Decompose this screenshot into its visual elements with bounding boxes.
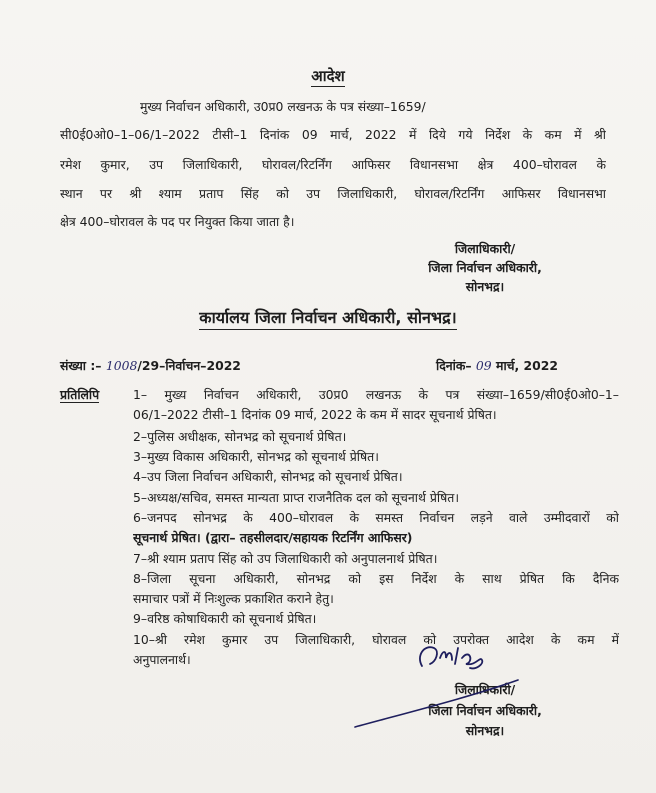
order-title-text: आदेश	[311, 67, 345, 85]
copy-signatory-title: जिलाधिकारी/	[454, 682, 516, 697]
order-paragraph-line: रमेश कुमार, उप जिलाधिकारी, घोरावल/रिटर्निंग आफिसर विधानसभा क्षेत्र 400–घोरावल के	[60, 157, 606, 172]
copy-line: 5–अध्यक्ष/सचिव, समस्त मान्यता प्राप्त राजनैतिक दल को सूचनार्थ प्रेषित।	[133, 490, 460, 505]
copy-line: 9–वरिष्ठ कोषाधिकारी को सूचनार्थ प्रेषित।	[133, 611, 317, 626]
date-day-handwritten: 09	[475, 358, 492, 373]
order-paragraph-line: सी0ई0ओ0–1–06/1–2022 टीसी–1 दिनांक 09 मार्च, 2022 में दिये गये निर्देश के कम में श्री	[60, 127, 606, 142]
date-suffix: मार्च, 2022	[496, 358, 559, 373]
ref-suffix: /29–निर्वाचन–2022	[137, 358, 241, 373]
copy-signatory-district: सोनभद्र।	[465, 723, 505, 738]
copy-to-label-text: प्रतिलिपि	[60, 387, 100, 402]
copy-line: 6–जनपद सोनभद्र के 400–घोरावल के समस्त निर्वाचन लड़ने वाले उम्मीदवारों को	[133, 510, 619, 525]
office-heading-text: कार्यालय जिला निर्वाचन अधिकारी, सोनभद्र।	[199, 308, 456, 330]
copy-line: 8–जिला सूचना अधिकारी, सोनभद्र को इस निर्देश के साथ प्रेषित कि दैनिक	[133, 571, 619, 586]
date-prefix: दिनांक–	[436, 358, 472, 373]
order-signatory-designation: जिला निर्वाचन अधिकारी,	[428, 260, 542, 275]
copy-signatory-designation: जिला निर्वाचन अधिकारी,	[428, 703, 542, 718]
reference-number	[60, 357, 241, 374]
order-title	[0, 66, 656, 86]
copy-line: 10–श्री रमेश कुमार उप जिलाधिकारी, घोरावल को उपरोक्त आदेश के कम में	[133, 632, 619, 647]
signature-stroke	[350, 672, 520, 732]
copy-line: 06/1–2022 टीसी–1 दिनांक 09 मार्च, 2022 के कम में सादर सूचनार्थ प्रेषित।	[133, 407, 497, 422]
ref-number-handwritten: 1008	[105, 358, 138, 373]
reference-date	[436, 357, 558, 374]
order-paragraph-line: क्षेत्र 400–घोरावल के पद पर नियुक्त किया जाता है।	[60, 214, 295, 229]
copy-line: अनुपालनार्थ।	[133, 652, 191, 667]
copy-line: सूचनार्थ प्रेषित। (द्वारा– तहसीलदार/सहायक रिटर्निंग आफिसर)	[133, 530, 413, 545]
copy-line: 4–उप जिला निर्वाचन अधिकारी, सोनभद्र को सूचनार्थ प्रेषित।	[133, 469, 403, 484]
order-signatory-title: जिलाधिकारी/	[454, 241, 516, 256]
copy-line: 3–मुख्य विकास अधिकारी, सोनभद्र को सूचनार्थ प्रेषित।	[133, 449, 379, 464]
copy-line: 2–पुलिस अधीक्षक, सोनभद्र को सूचनार्थ प्रेषित।	[133, 429, 347, 444]
order-paragraph-line: मुख्य निर्वाचन अधिकारी, उ0प्र0 लखनऊ के पत्र संख्या–1659/	[140, 99, 426, 114]
office-heading	[0, 306, 656, 328]
copy-line: 7–श्री श्याम प्रताप सिंह को उप जिलाधिकारी को अनुपालनार्थ प्रेषित।	[133, 551, 438, 566]
order-signatory-district: सोनभद्र।	[465, 279, 505, 294]
copy-line: 1– मुख्य निर्वाचन अधिकारी, उ0प्र0 लखनऊ के पत्र संख्या–1659/सी0ई0ओ0–1–	[133, 387, 619, 402]
ref-prefix: संख्या :–	[60, 358, 102, 373]
copy-to-label	[60, 386, 99, 403]
order-paragraph-line: स्थान पर श्री श्याम प्रताप सिंह को उप जिलाधिकारी, घोरावल/रिटर्निंग आफिसर विधानसभा	[60, 186, 606, 201]
copy-line: समाचार पत्रों में निःशुल्क प्रकाशित कराने हेतु।	[133, 591, 334, 606]
